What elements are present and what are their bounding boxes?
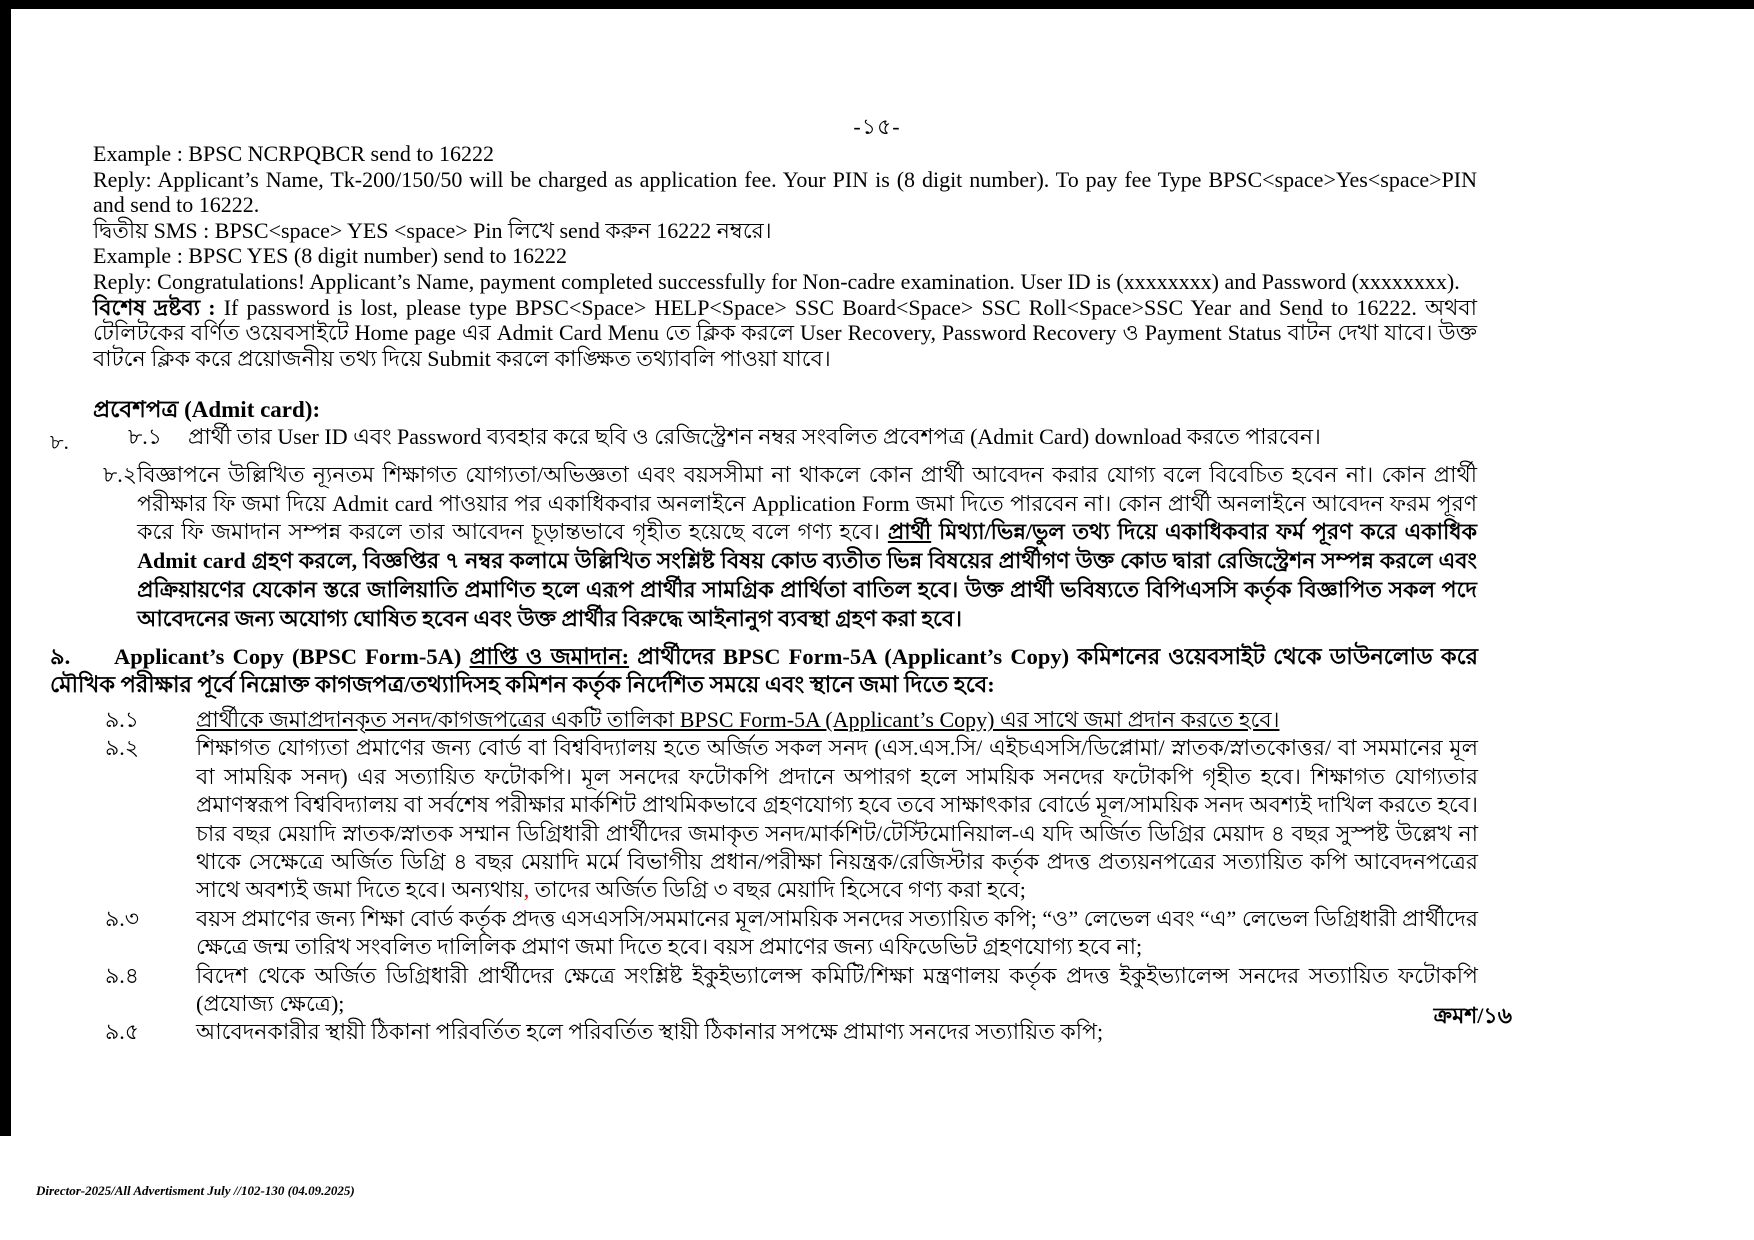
item-number: ৯.১ [105, 707, 140, 732]
special-note-label: বিশেষ দ্রষ্টব্য : [93, 294, 216, 320]
item-number: ৯.৪ [105, 962, 140, 988]
heading-english: Applicant’s Copy (BPSC Form-5A) [114, 644, 470, 669]
item-number: ৯.৫ [105, 1019, 140, 1045]
item-text: বয়স প্রমাণের জন্য শিক্ষা বোর্ড কর্তৃক প্রদত্ত এসএসসি/সমমানের মূল/সাময়িক সনদের সত্যায়িত কপি; “ও” লেভেল এবং “এ” লেভেল ডিগ্রিধারী প্রার্থীদের ক্ষেত্রে জন্ম তারিখ সংবলিত দালিলিক প্রমাণ জমা দিতে হবে। বয়স প্রমাণের জন্য এফিডেভিট গ্রহণযোগ্য হবে না; [196, 905, 1478, 960]
document-footer: Director-2025/All Advertisment July //102-130 (04.09.2025) [36, 1183, 355, 1198]
sms-reply-line-1: Reply: Applicant’s Name, Tk-200/150/50 will be charged as application fee. Your PIN is (8 digit number). To pay fee Type BPSC<space>Yes<space>PIN and send to 16222. [93, 166, 1477, 218]
sms-reply-line-2: Reply: Congratulations! Applicant’s Name, payment completed successfully for Non-cadre examination. User ID is (xxxxxxxx) and Password (xxxxxxxx). [93, 268, 1460, 294]
scan-border-left [0, 0, 11, 1136]
special-note-text: If password is lost, please type BPSC<Space> HELP<Space> SSC Board<Space> SSC Roll<Space>SSC Year and Send to 16222. অথবা টেলিটকের বর্ণিত ওয়েবসাইটে Home page এর Admit Card Menu তে ক্লিক করলে User Recovery, Password Recovery ও Payment Status বাটন দেখা যাবে। উক্ত বাটনে ক্লিক করে প্রয়োজনীয় তথ্য দিয়ে Submit করলে কাঙ্ক্ষিত তথ্যাবলি পাওয়া যাবে। [93, 294, 1477, 371]
item-number: ৮.১ [128, 424, 163, 449]
sms-example-line-1: Example : BPSC NCRPQBCR send to 16222 [93, 141, 494, 166]
item-text-bold-underline: প্রার্থী [887, 519, 932, 545]
list-item-8-1 [128, 424, 1478, 450]
sms-instructions-block [93, 141, 1477, 371]
item-text-part-b: তাদের অর্জিত ডিগ্রি ৩ বছর মেয়াদি হিসেবে গণ্য করা হবে; [529, 877, 1026, 903]
heading-underlined: প্রাপ্তি ও জমাদান: [469, 644, 630, 669]
list-item-9-1 [105, 706, 1478, 734]
sms-second-line: দ্বিতীয় SMS : BPSC<space> YES <space> Pin লিখে send করুন 16222 নম্বরে। [93, 217, 772, 243]
list-item-9-4 [105, 962, 1478, 1019]
list-item-8-2 [103, 461, 1477, 633]
list-item-9-2 [105, 734, 1478, 904]
section-9-heading [50, 643, 1478, 698]
item-text [137, 461, 1477, 633]
item-text-part-a: শিক্ষাগত যোগ্যতা প্রমাণের জন্য বোর্ড বা বিশ্ববিদ্যালয় হতে অর্জিত সকল সনদ (এস.এস.সি/ এইচএসসি/ডিপ্লোমা/ স্নাতক/স্নাতকোত্তর/ বা সমমানের মূল বা সাময়িক সনদ) এর সত্যায়িত ফটোকপি। মূল সনদের ফটোকপি প্রদানে অপারগ হলে সাময়িক সনদের ফটোকপি গৃহীত হবে। শিক্ষাগত যোগ্যতার প্রমাণস্বরূপ বিশ্ববিদ্যালয় বা সর্বশেষ পরীক্ষার মার্কশিট প্রাথমিকভাবে গ্রহণযোগ্য হবে তবে সাক্ষাৎকার বোর্ডে মূল/সাময়িক সনদ অবশ্যই দাখিল করতে হবে। চার বছর মেয়াদি স্নাতক/স্নাতক সম্মান ডিগ্রিধারী প্রার্থীদের জমাকৃত সনদ/মার্কশিট/টেস্টিমোনিয়াল-এ যদি অর্জিত ডিগ্রির মেয়াদ ৪ বছর সুস্পষ্ট উল্লেখ না থাকে সেক্ষেত্রে অর্জিত ডিগ্রি ৪ বছর মেয়াদি মর্মে বিভাগীয় প্রধান/পরীক্ষা নিয়ন্ত্রক/রেজিস্টার কর্তৃক প্রদত্ত প্রত্যয়নপত্রের সত্যায়িত কপি আবেদনপত্রের সাথে অবশ্যই জমা দিতে হবে। অন্যথায় [196, 735, 1478, 903]
item-text-regular: বিজ্ঞাপনে উল্লিখিত ন্যূনতম শিক্ষাগত যোগ্যতা/অভিজ্ঞতা এবং বয়সসীমা না থাকলে কোন প্রার্থী আবেদন করার যোগ্য বলে বিবেচিত হবেন না। কোন প্রার্থী পরীক্ষার ফি জমা দিয়ে Admit card পাওয়ার পর একাধিকবার অনলাইনে Application Form জমা দিতে পারবেন না। কোন প্রার্থী অনলাইনে আবেদন ফরম পূরণ করে ফি জমাদান সম্পন্ন করলে তার আবেদন চূড়ান্তভাবে গৃহীত হয়েছে বলে গণ্য হবে। [137, 462, 1477, 545]
item-text: প্রার্থীকে জমাপ্রদানকৃত সনদ/কাগজপত্রের একটি তালিকা BPSC Form-5A (Applicant’s Copy) এর সাথে জমা প্রদান করতে হবে। [196, 707, 1280, 732]
section-9-item-list [105, 706, 1478, 1047]
special-note [93, 295, 1477, 372]
continuation-marker: ক্রমশ/১৬ [1433, 1003, 1512, 1028]
scan-border-top [0, 0, 1754, 9]
item-text-bold: মিথ্যা/ভিন্ন/ভুল তথ্য দিয়ে একাধিকবার ফর্ম পূরণ করে একাধিক Admit card গ্রহণ করলে, বিজ্ঞপ্তির ৭ নম্বর কলামে উল্লিখিত সংশ্লিষ্ট বিষয় কোড ব্যতীত ভিন্ন বিষয়ের প্রার্থীগণ উক্ত কোড দ্বারা রেজিস্ট্রেশন সম্পন্ন করলে এবং প্রক্রিয়ায়ণের যেকোন স্তরে জালিয়াতি প্রমাণিত হলে এরূপ প্রার্থীর সামগ্রিক প্রার্থিতা বাতিল হবে। উক্ত প্রার্থী ভবিষ্যতে বিপিএসসি কর্তৃক বিজ্ঞাপিত সকল পদে আবেদনের জন্য অযোগ্য ঘোষিত হবেন এবং উক্ত প্রার্থীর বিরুদ্ধে আইনানুগ ব্যবস্থা গ্রহণ করা হবে। [137, 519, 1477, 631]
section-8-heading: প্রবেশপত্র (Admit card): [93, 397, 321, 422]
item-text: প্রার্থী তার User ID এবং Password ব্যবহার করে ছবি ও রেজিস্ট্রেশন নম্বর সংবলিত প্রবেশপত্র (Admit Card) download করতে পারবেন। [188, 424, 1321, 449]
item-number: ৮.২ [103, 462, 138, 487]
item-text: বিদেশ থেকে অর্জিত ডিগ্রিধারী প্রার্থীদের ক্ষেত্রে সংশ্লিষ্ট ইকুইভ্যালেন্স কমিটি/শিক্ষা মন্ত্রণালয় কর্তৃক প্রদত্ত ইকুইভ্যালেন্স সনদের সত্যায়িত ফটোকপি (প্রযোজ্য ক্ষেত্রে); [196, 962, 1478, 1017]
sms-example-line-2: Example : BPSC YES (8 digit number) send to 16222 [93, 243, 567, 269]
heading-rest: প্রার্থীদের BPSC Form-5A (Applicant’s Copy) কমিশনের ওয়েবসাইট থেকে ডাউনলোড করে মৌখিক পরীক্ষার পূর্বে নিম্নোক্ত কাগজপত্র/তথ্যাদিসহ কমিশন কর্তৃক নির্দেশিত সময়ে এবং স্থানে জমা দিতে হবে: [50, 644, 1478, 697]
item-number: ৯.৩ [105, 905, 140, 931]
section-8-margin-marker: ৮. [50, 430, 69, 454]
section-number: ৯. [50, 644, 71, 669]
item-text: আবেদনকারীর স্থায়ী ঠিকানা পরিবর্তিত হলে পরিবর্তিত স্থায়ী ঠিকানার সপক্ষে প্রামাণ্য সনদের সত্যায়িত কপি; [196, 1019, 1104, 1045]
list-item-9-3 [105, 905, 1478, 962]
list-item-9-5 [105, 1018, 1478, 1046]
item-number: ৯.২ [105, 735, 140, 761]
page-number: -১৫- [853, 114, 901, 139]
item-text [196, 734, 1478, 904]
red-comma: , [523, 877, 530, 903]
